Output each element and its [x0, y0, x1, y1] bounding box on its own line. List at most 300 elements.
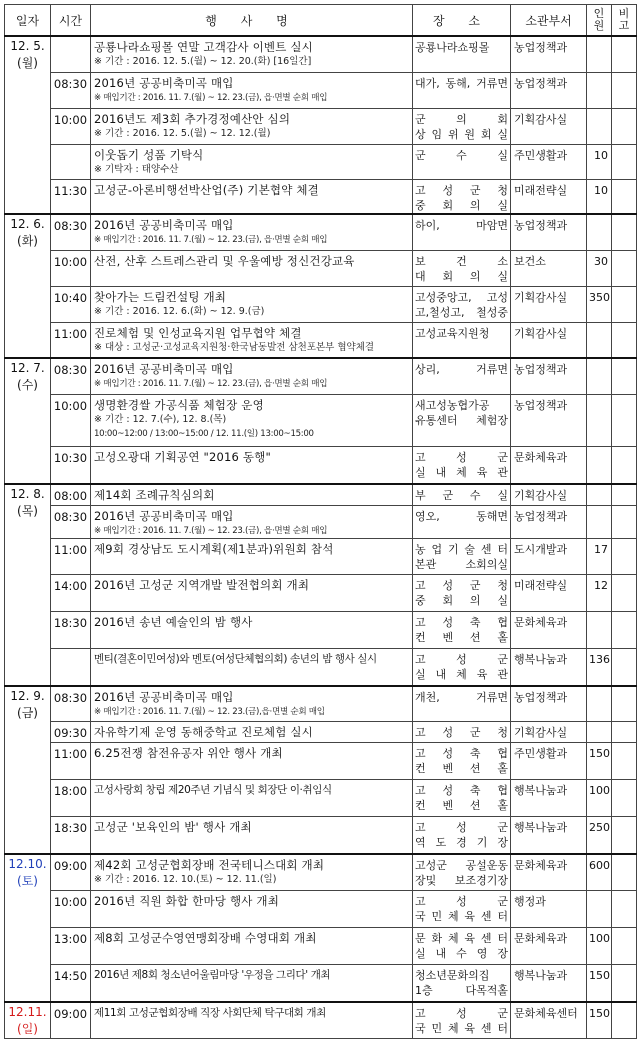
table-row: [5, 108, 637, 144]
place-cell: [413, 286, 511, 322]
place-line: 영오, 동해면: [415, 510, 508, 523]
place-line: 청소년문화의집: [415, 969, 490, 982]
event-note: ※ 매입기간 : 2016. 11. 7.(월) ~ 12. 23.(금), 읍·면별 순회 매입: [94, 235, 328, 245]
department-cell: 행정과: [511, 891, 587, 928]
attendees-cell: 17: [587, 539, 612, 575]
place-line: 본관 소회의실: [415, 558, 508, 571]
department-cell: 농업정책과: [511, 72, 587, 108]
event-name-cell: [91, 446, 413, 484]
table-row: [5, 817, 637, 854]
department-cell: 주민생활과: [511, 144, 587, 179]
time-cell: 11:00: [51, 322, 91, 358]
table-row: [5, 965, 637, 1002]
department-cell: 농업정책과: [511, 394, 587, 446]
remarks-cell: [612, 394, 637, 446]
event-name-cell: [91, 144, 413, 179]
weekday-text: (월): [17, 56, 38, 70]
place-line: 공룡나라쇼핑몰: [415, 41, 490, 54]
place-line: 실 내 체 육 관: [415, 668, 508, 681]
department-cell: 농업정책과: [511, 686, 587, 722]
attendees-cell: 250: [587, 817, 612, 854]
attendees-cell: 100: [587, 928, 612, 965]
event-note: ※ 매입기간 : 2016. 11. 7.(월) ~ 12. 23.(금),읍·면별 순회 매입: [94, 706, 325, 717]
event-name-cell: [91, 539, 413, 575]
table-row: [5, 928, 637, 965]
remarks-cell: [612, 780, 637, 817]
event-name-cell: [91, 179, 413, 214]
attendees-cell: [587, 891, 612, 928]
place-cell: [413, 649, 511, 686]
place-line: 고성군 공설운동: [415, 858, 508, 872]
place-line: 대 회 의 실: [415, 269, 508, 283]
time-cell: [51, 144, 91, 179]
time-cell: 10:00: [51, 250, 91, 286]
time-cell: 18:30: [51, 612, 91, 649]
date-cell: [5, 214, 51, 358]
place-cell: [413, 358, 511, 394]
department-cell: 농업정책과: [511, 214, 587, 250]
date-cell: [5, 854, 51, 1002]
place-cell: [413, 854, 511, 891]
department-cell: 문화체육과: [511, 928, 587, 965]
time-cell: 11:00: [51, 539, 91, 575]
remarks-cell: [612, 358, 637, 394]
event-title: 2016년 공공비축미곡 매입: [94, 218, 234, 232]
event-name-cell: [91, 854, 413, 891]
event-title: 고성오광대 기획공연 "2016 동행": [94, 449, 272, 464]
weekly-events-table: [4, 4, 637, 1039]
time-cell: 08:30: [51, 506, 91, 539]
attendees-cell: [587, 214, 612, 250]
remarks-cell: [612, 575, 637, 612]
date-cell: [5, 484, 51, 686]
time-cell: 14:50: [51, 965, 91, 1002]
event-title: 멘티(결혼이민여성)와 멘토(여성단체협의회) 송년의 밤 행사 실시: [94, 653, 377, 665]
event-name-cell: [91, 72, 413, 108]
place-line: 고 성 군: [415, 450, 508, 464]
department-cell: 문화체육과: [511, 612, 587, 649]
attendees-cell: [587, 612, 612, 649]
place-line: 중 회 의 실: [415, 594, 508, 607]
date-cell: [5, 358, 51, 484]
place-cell: [413, 686, 511, 722]
event-name-cell: [91, 891, 413, 928]
remarks-cell: [612, 854, 637, 891]
remarks-cell: [612, 686, 637, 722]
place-line: 고 성 군 청: [415, 579, 508, 592]
table-row: [5, 722, 637, 743]
event-title: 2016년 공공비축미곡 매입: [94, 362, 234, 376]
place-line: 부 군 수 실: [415, 489, 508, 502]
table-row: [5, 854, 637, 891]
attendees-cell: [587, 72, 612, 108]
table-row: [5, 286, 637, 322]
header-department: 소관부서: [511, 5, 587, 37]
header-event-name: 행 사 명: [91, 5, 413, 37]
event-title: 진로체험 및 인성교육지원 업무협약 체결: [94, 325, 302, 340]
place-cell: [413, 965, 511, 1002]
event-title: 제9회 경상남도 도시계획(제1분과)위원회 참석: [94, 542, 334, 556]
place-line: 군 의 회: [415, 112, 508, 126]
place-line: 국 민 체 육 센 터: [415, 1021, 508, 1035]
date-cell: [5, 36, 51, 214]
place-line: 컨 벤 션 홀: [415, 762, 508, 775]
time-cell: 18:30: [51, 817, 91, 854]
event-name-cell: [91, 575, 413, 612]
event-title: 제14회 조례규칙심의회: [94, 488, 215, 502]
event-title: 자유학기제 운영 동해중학교 진로체험 실시: [94, 725, 313, 739]
time-cell: 11:00: [51, 743, 91, 780]
time-cell: 13:00: [51, 928, 91, 965]
date-text: 12.10.: [8, 856, 47, 871]
remarks-cell: [612, 144, 637, 179]
attendees-cell: 100: [587, 780, 612, 817]
table-row: [5, 743, 637, 780]
place-cell: [413, 539, 511, 575]
remarks-cell: [612, 484, 637, 506]
event-title: 이웃돕기 성품 기탁식: [94, 147, 204, 162]
table-row: [5, 484, 637, 506]
place-line: 대가, 동해, 거류면: [415, 76, 508, 90]
place-cell: [413, 891, 511, 928]
remarks-cell: [612, 928, 637, 965]
date-cell: [5, 1002, 51, 1039]
event-name-cell: [91, 358, 413, 394]
department-cell: 미래전략실: [511, 179, 587, 214]
place-line: 고 성 축 협: [415, 747, 508, 760]
table-row: [5, 891, 637, 928]
remarks-cell: [612, 539, 637, 575]
department-cell: 주민생활과: [511, 743, 587, 780]
event-name-cell: [91, 484, 413, 506]
attendees-cell: 12: [587, 575, 612, 612]
place-line: 실 내 체 육 관: [415, 465, 508, 479]
event-name-cell: [91, 817, 413, 854]
place-line: 고 성 군: [415, 821, 508, 834]
remarks-cell: [612, 446, 637, 484]
event-note: ※ 매입기간 : 2016. 11. 7.(월) ~ 12. 23.(금), 읍·면별 순회 매입: [94, 92, 328, 103]
event-title: 2016년도 제3회 추가경정예산안 심의: [94, 111, 291, 126]
place-line: 새고성농협가공: [415, 398, 490, 412]
event-title: 공룡나라쇼핑몰 연말 고객감사 이벤트 실시: [94, 40, 313, 54]
remarks-cell: [612, 1002, 637, 1039]
place-line: 실 내 수 영 장: [415, 947, 508, 960]
place-cell: [413, 722, 511, 743]
event-note: ※ 대상 : 고성군·고성교육지원청·한국남동발전 삼천포본부 협약체결: [94, 341, 375, 353]
weekday-text: (토): [17, 873, 38, 888]
event-title: 제42회 고성군협회장배 전국테니스대회 개최: [94, 857, 325, 872]
place-line: 고 성 축 협: [415, 616, 508, 629]
event-name-cell: [91, 1002, 413, 1039]
attendees-cell: [587, 506, 612, 539]
place-line: 하이, 마암면: [415, 219, 508, 232]
event-note: ※ 기탁자 : 태양수산: [94, 163, 179, 175]
schedule-sheet: [4, 4, 636, 1039]
place-line: 고,철성고, 철성중: [415, 305, 508, 319]
event-name-cell: [91, 322, 413, 358]
remarks-cell: [612, 891, 637, 928]
place-cell: [413, 250, 511, 286]
attendees-cell: 150: [587, 743, 612, 780]
place-line: 고 성 군 청: [415, 726, 508, 739]
time-cell: 14:00: [51, 575, 91, 612]
event-note: 10:00~12:00 / 13:00~15:00 / 12. 11.(일) 13:00~15:00: [94, 428, 314, 439]
event-title: 2016년 공공비축미곡 매입: [94, 75, 234, 90]
event-name-cell: [91, 286, 413, 322]
remarks-cell: [612, 72, 637, 108]
department-cell: 미래전략실: [511, 575, 587, 612]
remarks-cell: [612, 108, 637, 144]
event-name-cell: [91, 250, 413, 286]
place-line: 컨 벤 션 홀: [415, 799, 508, 812]
event-title: 찾아가는 드림컨설팅 개최: [94, 289, 227, 304]
place-line: 상 임 위 원 회 실: [415, 127, 508, 141]
place-cell: [413, 743, 511, 780]
time-cell: [51, 649, 91, 686]
attendees-cell: 136: [587, 649, 612, 686]
event-name-cell: [91, 722, 413, 743]
attendees-cell: 350: [587, 286, 612, 322]
attendees-cell: [587, 36, 612, 72]
place-cell: [413, 506, 511, 539]
place-line: 고 성 축 협: [415, 784, 508, 797]
table-row: [5, 780, 637, 817]
date-text: 12.11.: [8, 1004, 47, 1019]
attendees-cell: 150: [587, 965, 612, 1002]
event-title: 고성군-아론비행선박산업(주) 기본협약 체결: [94, 182, 319, 197]
table-row: [5, 686, 637, 722]
place-cell: [413, 817, 511, 854]
time-cell: 09:00: [51, 1002, 91, 1039]
attendees-cell: 10: [587, 144, 612, 179]
header-date: 일자: [5, 5, 51, 37]
remarks-cell: [612, 649, 637, 686]
place-cell: [413, 322, 511, 358]
weekday-text: (화): [17, 234, 38, 248]
place-cell: [413, 36, 511, 72]
events-body: [5, 36, 637, 1039]
place-cell: [413, 72, 511, 108]
event-note: ※ 기간 : 2016. 12. 5.(월) ~ 12. 12.(월): [94, 127, 271, 139]
table-row: [5, 446, 637, 484]
place-line: 유통센터 체험장: [415, 413, 508, 427]
place-line: 고성교육지원청: [415, 326, 490, 340]
event-name-cell: [91, 965, 413, 1002]
department-cell: 기획감사실: [511, 722, 587, 743]
table-row: [5, 179, 637, 214]
table-row: [5, 1002, 637, 1039]
department-cell: 기획감사실: [511, 322, 587, 358]
event-note: ※ 기간 : 2016. 12. 5.(월) ~ 12. 20.(화) [16일간]: [94, 56, 312, 67]
place-cell: [413, 484, 511, 506]
table-row: [5, 36, 637, 72]
header-remarks: 비 고: [612, 5, 637, 37]
remarks-cell: [612, 286, 637, 322]
weekday-text: (수): [17, 378, 38, 392]
department-cell: 기획감사실: [511, 484, 587, 506]
department-cell: 행복나눔과: [511, 649, 587, 686]
place-line: 고 성 군: [415, 653, 508, 666]
event-name-cell: [91, 743, 413, 780]
event-note: ※ 기간 : 12. 7.(수), 12. 8.(목): [94, 413, 227, 425]
date-text: 12. 5.: [10, 39, 45, 53]
time-cell: 10:30: [51, 446, 91, 484]
time-cell: 08:00: [51, 484, 91, 506]
department-cell: 농업정책과: [511, 36, 587, 72]
event-note: ※ 매입기간 : 2016. 11. 7.(월) ~ 12. 23.(금), 읍·면별 순회 매입: [94, 379, 328, 389]
table-row: [5, 539, 637, 575]
remarks-cell: [612, 322, 637, 358]
table-row: [5, 72, 637, 108]
event-title: 고성사랑회 창립 제20주년 기념식 및 회장단 이·취임식: [94, 784, 332, 796]
time-cell: 10:00: [51, 108, 91, 144]
event-note: ※ 기간 : 2016. 12. 10.(토) ~ 12. 11.(일): [94, 873, 277, 885]
place-line: 고성중앙고, 고성: [415, 290, 508, 304]
place-cell: [413, 144, 511, 179]
remarks-cell: [612, 214, 637, 250]
event-title: 생명환경쌀 가공식품 체험장 운영: [94, 397, 264, 412]
weekday-text: (금): [17, 705, 38, 720]
event-name-cell: [91, 612, 413, 649]
place-line: 개천, 거류면: [415, 690, 508, 704]
place-line: 고 성 군: [415, 895, 508, 908]
table-row: [5, 358, 637, 394]
department-cell: 도시개발과: [511, 539, 587, 575]
place-line: 고 성 군: [415, 1006, 508, 1020]
event-title: 2016년 공공비축미곡 매입: [94, 509, 234, 523]
attendees-cell: [587, 446, 612, 484]
event-name-cell: [91, 928, 413, 965]
time-cell: 08:30: [51, 358, 91, 394]
attendees-cell: 30: [587, 250, 612, 286]
event-name-cell: [91, 686, 413, 722]
attendees-cell: 10: [587, 179, 612, 214]
event-title: 제11회 고성군협회장배 직장 사회단체 탁구대회 개최: [94, 1006, 326, 1019]
event-name-cell: [91, 649, 413, 686]
place-line: 컨 벤 션 홀: [415, 631, 508, 644]
place-line: 군 수 실: [415, 148, 508, 162]
attendees-cell: [587, 108, 612, 144]
event-title: 2016년 직원 화합 한마당 행사 개최: [94, 894, 280, 908]
table-row: [5, 250, 637, 286]
remarks-cell: [612, 722, 637, 743]
date-text: 12. 6.: [10, 217, 45, 231]
department-cell: 행복나눔과: [511, 780, 587, 817]
event-title: 제8회 고성군수영연맹회장배 수영대회 개최: [94, 931, 317, 945]
place-line: 보 건 소: [415, 254, 508, 268]
event-title: 6.25전쟁 참전유공자 위안 행사 개최: [94, 746, 283, 760]
table-row: [5, 394, 637, 446]
header-attendees: 인 원: [587, 5, 612, 37]
event-name-cell: [91, 108, 413, 144]
header-time: 시간: [51, 5, 91, 37]
event-title: 산전, 산후 스트레스관리 및 우울예방 정신건강교육: [94, 253, 355, 268]
department-cell: 문화체육센터: [511, 1002, 587, 1039]
date-text: 12. 8.: [10, 487, 45, 501]
remarks-cell: [612, 965, 637, 1002]
remarks-cell: [612, 506, 637, 539]
time-cell: 11:30: [51, 179, 91, 214]
place-cell: [413, 179, 511, 214]
place-line: 문 화 체 육 센 터: [415, 932, 508, 945]
department-cell: 보건소: [511, 250, 587, 286]
place-line: 장및 보조경기장: [415, 873, 508, 887]
attendees-cell: [587, 322, 612, 358]
weekday-text: (목): [17, 504, 38, 518]
time-cell: 08:30: [51, 686, 91, 722]
remarks-cell: [612, 612, 637, 649]
table-row: [5, 322, 637, 358]
event-name-cell: [91, 214, 413, 250]
department-cell: 농업정책과: [511, 506, 587, 539]
place-line: 중 회 의 실: [415, 198, 508, 212]
department-cell: 기획감사실: [511, 108, 587, 144]
attendees-cell: [587, 722, 612, 743]
place-line: 1층 다목적홀: [415, 984, 508, 997]
time-cell: 09:30: [51, 722, 91, 743]
event-title: 2016년 제8회 청소년어울림마당 '우정을 그리다' 개최: [94, 969, 331, 981]
department-cell: 기획감사실: [511, 286, 587, 322]
time-cell: 10:40: [51, 286, 91, 322]
event-name-cell: [91, 780, 413, 817]
time-cell: [51, 36, 91, 72]
place-cell: [413, 446, 511, 484]
table-row: [5, 575, 637, 612]
place-cell: [413, 928, 511, 965]
place-cell: [413, 1002, 511, 1039]
time-cell: 10:00: [51, 891, 91, 928]
table-row: [5, 612, 637, 649]
attendees-cell: [587, 484, 612, 506]
event-note: ※ 매입기간 : 2016. 11. 7.(월) ~ 12. 23.(금), 읍·면별 순회 매입: [94, 526, 328, 536]
time-cell: 10:00: [51, 394, 91, 446]
place-line: 국 민 체 육 센 터: [415, 910, 508, 923]
department-cell: 문화체육과: [511, 854, 587, 891]
time-cell: 09:00: [51, 854, 91, 891]
place-line: 상리, 거류면: [415, 363, 508, 376]
event-name-cell: [91, 36, 413, 72]
event-title: 2016년 고성군 지역개발 발전협의회 개최: [94, 578, 310, 592]
date-cell: [5, 686, 51, 854]
place-cell: [413, 612, 511, 649]
place-cell: [413, 394, 511, 446]
place-line: 고 성 군 청: [415, 183, 508, 197]
attendees-cell: 150: [587, 1002, 612, 1039]
place-line: 역 도 경 기 장: [415, 836, 508, 849]
time-cell: 08:30: [51, 72, 91, 108]
place-cell: [413, 214, 511, 250]
remarks-cell: [612, 817, 637, 854]
event-name-cell: [91, 394, 413, 446]
remarks-cell: [612, 179, 637, 214]
department-cell: 행복나눔과: [511, 817, 587, 854]
remarks-cell: [612, 36, 637, 72]
place-cell: [413, 780, 511, 817]
time-cell: 18:00: [51, 780, 91, 817]
department-cell: 문화체육과: [511, 446, 587, 484]
time-cell: 08:30: [51, 214, 91, 250]
department-cell: 농업정책과: [511, 358, 587, 394]
attendees-cell: 600: [587, 854, 612, 891]
header-row: [5, 5, 637, 37]
table-row: [5, 649, 637, 686]
event-title: 2016년 공공비축미곡 매입: [94, 689, 234, 704]
place-line: 농 업 기 술 센 터: [415, 543, 508, 556]
remarks-cell: [612, 250, 637, 286]
event-name-cell: [91, 506, 413, 539]
place-cell: [413, 575, 511, 612]
remarks-cell: [612, 743, 637, 780]
